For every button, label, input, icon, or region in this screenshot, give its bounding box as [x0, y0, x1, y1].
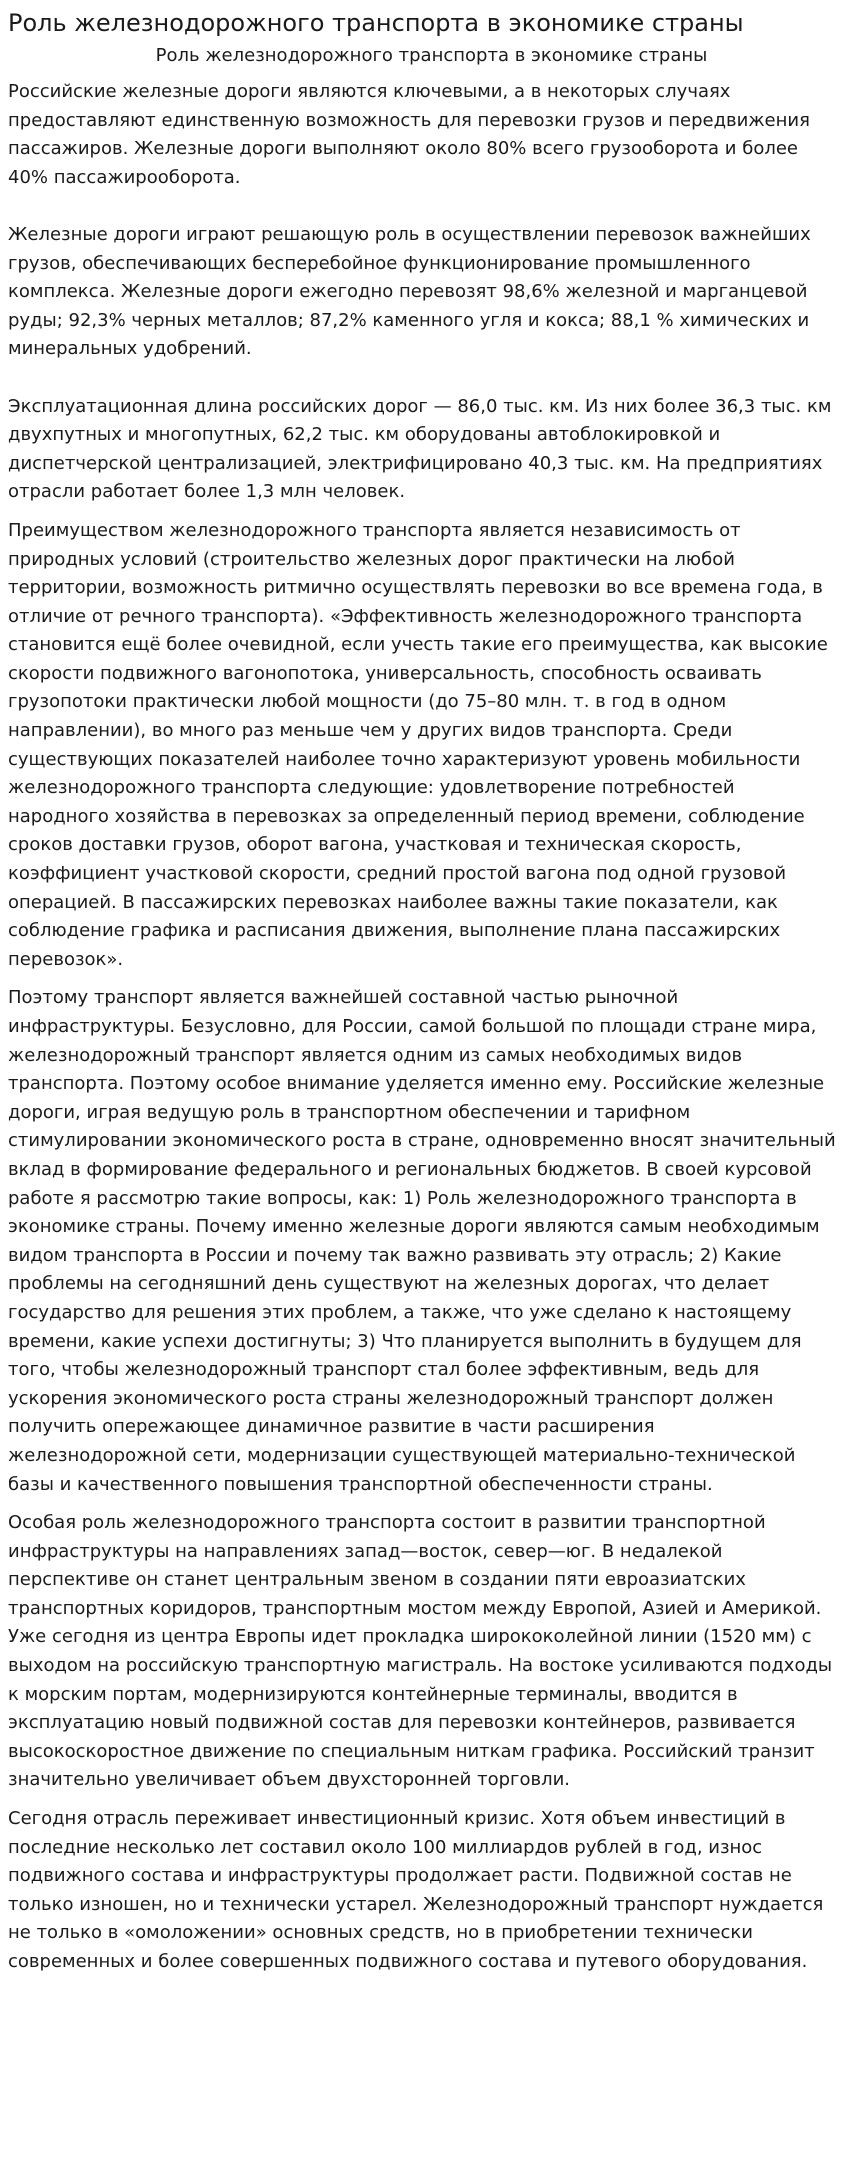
- page-title: Роль железнодорожного транспорта в экономике страны: [8, 9, 744, 37]
- paragraph-infrastructure: Поэтому транспорт является важнейшей составной частью рыночной инфраструктуры. Безусловно, для России, самой большой по площади стране мира, железнодорожный транспорт является одним из самых необходимых видов транспорта. Поэтому особое внимание уделяется именно ему. Российские железные дороги, играя ведущую роль в транспортном обеспечении и тарифном стимулировании экономического роста в стране, одновременно вносят значительный вклад в формирование федерального и региональных бюджетов. В своей курсовой работе я рассмотрю такие вопросы, как: 1) Роль железнодорожного транспорта в экономике страны. Почему именно железные дороги являются самым необходимым видом транспорта в России и почему так важно развивать эту отрасль; 2) Какие проблемы на сегодняшний день существуют на железных дорогах, что делает государство для решения этих проблем, а также, что уже сделано к настоящему времени, какие успехи достигнуты; 3) Что планируется выполнить в будущем для того, чтобы железнодорожный транспорт стал более эффективным, ведь для ускорения экономического роста страны железнодорожный транспорт должен получить опережающее динамичное развитие в части расширения железнодорожной сети, модернизации существующей материально-технической базы и качественного повышения транспортной обеспеченности страны.: [8, 987, 836, 1495]
- intro-block: [8, 78, 839, 507]
- intro-paragraph-1: Российские железные дороги являются ключевыми, а в некоторых случаях предоставляют единственную возможность для перевозки грузов и передвижения пассажиров. Железные дороги выполняют около 80% всего грузооборота и более 40% пассажирооборота.: [8, 81, 810, 188]
- intro-paragraph-3: Эксплуатационная длина российских дорог — 86,0 тыс. км. Из них более 36,3 тыс. км двухпутных и многопутных, 62,2 тыс. км оборудованы автоблокировкой и диспетчерской централизацией, электрифицировано 40,3 тыс. км. На предприятиях отрасли работает более 1,3 млн человек.: [8, 395, 832, 503]
- intro-paragraph-2: Железные дороги играют решающую роль в осуществлении перевозок важнейших грузов, обеспечивающих бесперебойное функционирование промышленного комплекса. Железные дороги ежегодно перевозят 98,6% железной и марганцевой руды; 92,3% черных металлов; 87,2% каменного угля и кокса; 88,1 % химических и минеральных удобрений.: [8, 223, 811, 360]
- paragraph-special-role: Особая роль железнодорожного транспорта состоит в развитии транспортной инфраструктуры на направлениях запад—восток, север—юг. В недалекой перспективе он станет центральным звеном в создании пяти евроазиатских транспортных коридоров, транспортным мостом между Европой, Азией и Америкой. Уже сегодня из центра Европы идет прокладка ширококолейной линии (1520 мм) с выходом на российскую транспортную магистраль. На востоке усиливаются подходы к морским портам, модернизируются контейнерные терминалы, вводится в эксплуатацию новый подвижной состав для перевозки контейнеров, развивается высокоскоростное движение по специальным ниткам графика. Российский транзит значительно увеличивает объем двухсторонней торговли.: [8, 1512, 833, 1791]
- paragraph-advantages: Преимуществом железнодорожного транспорта является независимость от природных условий (строительство железных дорог практически на любой территории, возможность ритмично осуществлять перевозки во все времена года, в отличие от речного транспорта). «Эффективность железнодорожного транспорта становится ещё более очевидной, если учесть такие его преимущества, как высокие скорости подвижного вагонопотока, универсальность, способность осваивать грузопотоки практически любой мощности (до 75–80 млн. т. в год в одном направлении), во много раз меньше чем у других видов транспорта. Среди существующих показателей наиболее точно характеризуют уровень мобильности железнодорожного транспорта следующие: удовлетворение потребностей народного хозяйства в перевозках за определенный период времени, соблюдение сроков доставки грузов, оборот вагона, участковая и техническая скорость, коэффициент участковой скорости, средний простой вагона под одной грузовой операцией. В пассажирских перевозках наиболее важны такие показатели, как соблюдение графика и расписания движения, выполнение плана пассажирских перевозок».: [8, 519, 828, 970]
- document-heading: Роль железнодорожного транспорта в экономике страны: [155, 45, 708, 66]
- intro-gap-2: [8, 364, 839, 393]
- intro-gap-1: [8, 192, 839, 221]
- paragraph-investment-crisis: Сегодня отрасль переживает инвестиционный кризис. Хотя объем инвестиций в последние несколько лет составил около 100 миллиардов рублей в год, износ подвижного состава и инфраструктуры продолжает расти. Подвижной состав не только изношен, но и технически устарел. Железнодорожный транспорт нуждается не только в «омоложении» основных средств, но в приобретении технически современных и более совершенных подвижного состава и путевого оборудования.: [8, 1808, 824, 1972]
